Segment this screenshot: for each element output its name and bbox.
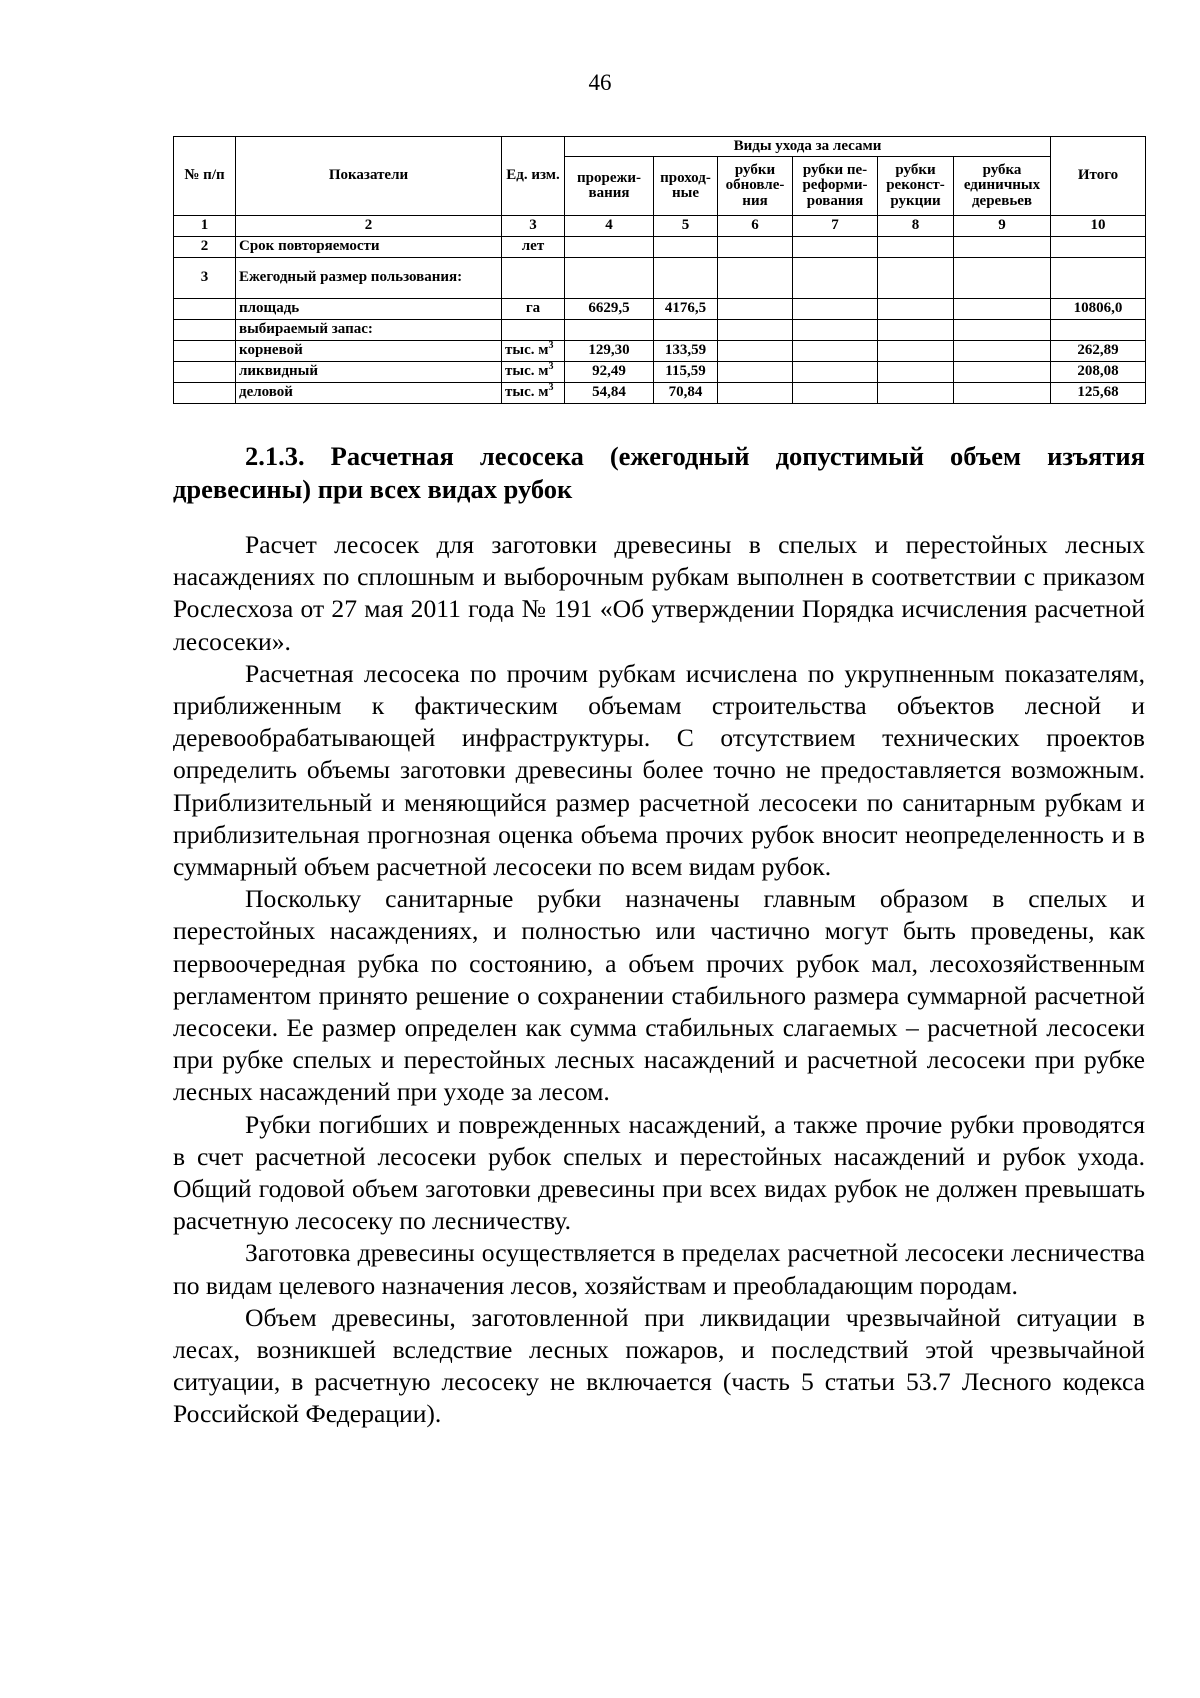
row-value	[793, 362, 878, 383]
row-value: 6629,5	[565, 299, 654, 320]
row-num	[174, 341, 236, 362]
header-col-single-trees: рубка единичных деревьев	[954, 157, 1051, 216]
col-number: 3	[502, 216, 565, 237]
row-value: 54,84	[565, 383, 654, 404]
row-num	[174, 362, 236, 383]
row-value	[718, 299, 793, 320]
row-value	[954, 299, 1051, 320]
row-value	[878, 362, 954, 383]
forest-care-table	[173, 136, 1146, 404]
col-number: 10	[1051, 216, 1146, 237]
paragraph: Заготовка древесины осуществляется в пределах расчетной лесосеки лесничества по видам целевого назначения лесов, хозяйствам и преобладающим породам.	[173, 1238, 1145, 1300]
row-value	[954, 362, 1051, 383]
row-value	[654, 258, 718, 299]
header-indicators: Показатели	[236, 137, 502, 216]
paragraph: Расчетная лесосека по прочим рубкам исчислена по укрупненным показателям, приближенным к фактическим объемам строительства объектов лесной и деревообрабатывающей инфраструктуры. С отсутствием технических проектов определить объемы заготовки древесины более точно не предоставляется возможным. Приблизительный и меняющийся размер расчетной лесосеки по санитарным рубкам и приблизительная прогнозная оценка объема прочих рубок вносит неопределенность и в суммарный объем расчетной лесосеки по всем видам рубок.	[173, 658, 1145, 882]
row-name: Ежегодный размер пользования:	[236, 258, 502, 299]
row-value	[654, 237, 718, 258]
row-total	[1051, 320, 1146, 341]
row-value	[718, 341, 793, 362]
row-value: 4176,5	[654, 299, 718, 320]
row-total: 262,89	[1051, 341, 1146, 362]
row-value	[718, 258, 793, 299]
header-total: Итого	[1051, 137, 1146, 216]
row-unit-text: тыс. м	[505, 384, 549, 401]
col-number: 9	[954, 216, 1051, 237]
row-value: 115,59	[654, 362, 718, 383]
row-value	[654, 320, 718, 341]
col-number: 4	[565, 216, 654, 237]
row-value	[954, 383, 1051, 404]
row-total: 208,08	[1051, 362, 1146, 383]
row-value	[878, 383, 954, 404]
header-col-passage: проход-ные	[654, 157, 718, 216]
row-unit	[502, 383, 565, 404]
row-value	[793, 299, 878, 320]
row-value	[878, 299, 954, 320]
row-num: 2	[174, 237, 236, 258]
row-value	[878, 258, 954, 299]
table-row	[174, 237, 1146, 258]
row-value	[793, 258, 878, 299]
row-value	[718, 383, 793, 404]
row-value	[718, 237, 793, 258]
header-col-reformation: рубки пе-реформи-рования	[793, 157, 878, 216]
row-value	[954, 237, 1051, 258]
paragraph: Поскольку санитарные рубки назначены главным образом в спелых и перестойных насаждениях, и полностью или частично могут быть проведены, как первоочередная рубка по состоянию, а объем прочих рубок мал, лесохозяйственным регламентом принято решение о сохранении стабильного размера суммарной расчетной лесосеки. Ее размер определен как сумма стабильных слагаемых – расчетной лесосеки при рубке спелых и перестойных лесных насаждений и расчетной лесосеки при рубке лесных насаждений при уходе за лесом.	[173, 884, 1145, 1107]
row-name: корневой	[236, 341, 502, 362]
row-unit-text: тыс. м	[505, 342, 549, 359]
row-name: площадь	[236, 299, 502, 320]
row-total: 125,68	[1051, 383, 1146, 404]
row-unit	[502, 341, 565, 362]
row-unit-sup: 3	[548, 340, 554, 352]
row-unit	[502, 362, 565, 383]
section-title: 2.1.3. Расчетная лесосека (ежегодный допустимый объем изъятия древесины) при всех видах рубок	[173, 441, 1145, 504]
table-row	[174, 320, 1146, 341]
col-number: 2	[236, 216, 502, 237]
header-col-renewal: рубки обновле-ния	[718, 157, 793, 216]
row-unit-sup: 3	[548, 361, 554, 373]
row-value	[565, 237, 654, 258]
row-value	[878, 320, 954, 341]
page-number: 46	[588, 70, 612, 95]
table-row	[174, 341, 1146, 362]
col-number: 6	[718, 216, 793, 237]
table-header-row	[174, 137, 1146, 157]
column-number-row	[174, 216, 1146, 237]
row-name: выбираемый запас:	[236, 320, 502, 341]
row-value	[954, 258, 1051, 299]
row-name: ликвидный	[236, 362, 502, 383]
row-value	[878, 341, 954, 362]
row-value	[565, 258, 654, 299]
row-value	[878, 237, 954, 258]
col-number: 7	[793, 216, 878, 237]
header-col-reconstruction: рубки реконст-рукции	[878, 157, 954, 216]
col-number: 5	[654, 216, 718, 237]
row-total: 10806,0	[1051, 299, 1146, 320]
table-row	[174, 362, 1146, 383]
row-value	[718, 320, 793, 341]
row-value: 92,49	[565, 362, 654, 383]
header-unit: Ед. изм.	[502, 137, 565, 216]
row-value	[954, 341, 1051, 362]
col-number: 8	[878, 216, 954, 237]
row-num: 3	[174, 258, 236, 299]
row-unit	[502, 320, 565, 341]
row-unit-text: тыс. м	[505, 363, 549, 380]
row-value	[718, 362, 793, 383]
table-row	[174, 258, 1146, 299]
table-row	[174, 383, 1146, 404]
row-num	[174, 320, 236, 341]
row-value: 129,30	[565, 341, 654, 362]
header-col-thinning: прорежи-вания	[565, 157, 654, 216]
row-value: 133,59	[654, 341, 718, 362]
section-body	[173, 440, 1145, 1431]
row-total	[1051, 258, 1146, 299]
header-num: № п/п	[174, 137, 236, 216]
row-unit-sup: 3	[548, 382, 554, 394]
col-number: 1	[174, 216, 236, 237]
row-unit: лет	[502, 237, 565, 258]
paragraph: Объем древесины, заготовленной при ликвидации чрезвычайной ситуации в лесах, возникшей вследствие лесных пожаров, и последствий этой чрезвычайной ситуации, в расчетную лесосеку не включается (часть 5 статьи 53.7 Лесного кодекса Российской Федерации).	[173, 1302, 1145, 1429]
row-value	[793, 383, 878, 404]
header-group: Виды ухода за лесами	[565, 137, 1051, 157]
row-total	[1051, 237, 1146, 258]
row-num	[174, 383, 236, 404]
row-value	[954, 320, 1051, 341]
row-value	[565, 320, 654, 341]
paragraph: Расчет лесосек для заготовки древесины в спелых и перестойных лесных насаждениях по сплошным и выборочным рубкам выполнен в соответствии с приказом Рослесхоза от 27 мая 2011 года № 191 «Об утверждении Порядка исчисления расчетной лесосеки».	[173, 530, 1145, 656]
row-unit: га	[502, 299, 565, 320]
row-value: 70,84	[654, 383, 718, 404]
paragraph: Рубки погибших и поврежденных насаждений, а также прочие рубки проводятся в счет расчетной лесосеки рубок спелых и перестойных насаждений и рубок ухода. Общий годовой объем заготовки древесины при всех видах рубок не должен превышать расчетную лесосеку по лесничеству.	[173, 1109, 1145, 1236]
row-num	[174, 299, 236, 320]
row-name: деловой	[236, 383, 502, 404]
row-value	[793, 341, 878, 362]
row-name: Срок повторяемости	[236, 237, 502, 258]
table-row	[174, 299, 1146, 320]
row-value	[793, 320, 878, 341]
row-value	[793, 237, 878, 258]
row-unit	[502, 258, 565, 299]
